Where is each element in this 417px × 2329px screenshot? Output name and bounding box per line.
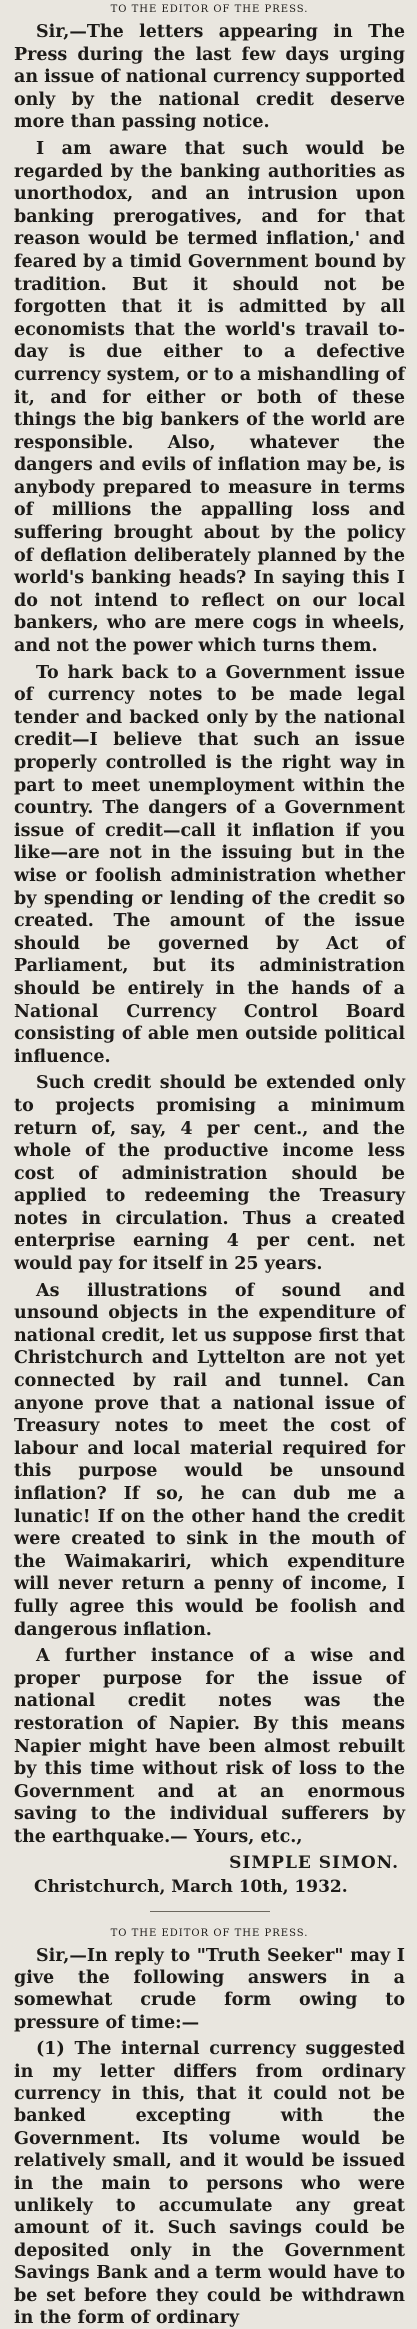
letter-paragraph: As illustrations of sound and unsound objects in the expenditure of national credit, let us suppose first that Christchurch and Lyttelton are not yet connected by rail and tunnel. Can anyone prove that a national issue of Treasury notes to meet the cost of labour and local material required for this purpose would be unsound inflation? If so, he can dub me a lunatic! If on the other hand the credit were created to sink in the mouth of the Waimakariri, which expenditure will never return a penny of income, I fully agree this would be foolish and dangerous inflation. (14, 1280, 405, 1642)
letter-to-editor-2 (14, 1928, 405, 2329)
letter-paragraph: Such credit should be extended only to projects promising a minimum return of, say, 4 per cent., and the whole of the productive income less cost of administration should be applied to redeeming the Treasury notes in circulation. Thus a created enterprise earning 4 per cent. net would pay for itself in 25 years. (14, 1072, 405, 1275)
letter-heading: TO THE EDITOR OF THE PRESS. (14, 1928, 405, 1939)
letter-to-editor-1 (14, 4, 405, 1897)
letter-heading: TO THE EDITOR OF THE PRESS. (14, 4, 405, 15)
letter-signature: SIMPLE SIMON. (14, 1853, 399, 1873)
letter-paragraph: To hark back to a Government issue of currency notes to be made legal tender and backed only by the national credit—I believe that such an issue properly controlled is the right way in part to meet unemployment within the country. The dangers of a Government issue of credit—call it inflation if you like—are not in the issuing but in the wise or foolish administration whether by spending or lending of the credit so created. The amount of the issue should be governed by Act of Parliament, but its administration should be entirely in the hands of a National Currency Control Board consisting of able men outside political influence. (14, 662, 405, 1069)
letter-paragraph: Sir,—The letters appearing in The Press during the last few days urging an issue of national currency supported only by the national credit deserve more than passing notice. (14, 21, 405, 134)
letter-paragraph: I am aware that such would be regarded by the banking authorities as unorthodox, and an intrusion upon banking prerogatives, and for that reason would be termed inflation,' and feared by a timid Government bound by tradition. But it should not be forgotten that it is admitted by all economists that the world's travail to-day is due either to a defective currency system, or to a mishandling of it, and for either or both of these things the big bankers of the world are responsible. Also, whatever the dangers and evils of inflation may be, is anybody prepared to measure in terms of millions the appalling loss and suffering brought about by the policy of deflation deliberately planned by the world's banking heads? In saying this I do not intend to reflect on our local bankers, who are mere cogs in wheels, and not the power which turns them. (14, 138, 405, 658)
letter-dateline: Christchurch, March 10th, 1932. (34, 1877, 405, 1897)
letter-paragraph: A further instance of a wise and proper purpose for the issue of national credit notes was the restoration of Napier. By this means Napier might have been almost rebuilt by this time without risk of loss to the Government and at an enormous saving to the individual sufferers by the earthquake.— Yours, etc., (14, 1645, 405, 1848)
column-divider (150, 1911, 270, 1912)
letter-paragraph: Sir,—In reply to "Truth Seeker" may I give the following answers in a somewhat crude form owing to pressure of time:— (14, 1945, 405, 2035)
letter-paragraph: (1) The internal currency suggested in my letter differs from ordinary currency in this, that it could not be banked excepting with the Government. Its volume would be relatively small, and it would be issued in the main to persons who were unlikely to accumulate any great amount of it. Such savings could be deposited only in the Government Savings Bank and a term would have to be set before they could be withdrawn in the form of ordinary (14, 2038, 405, 2329)
